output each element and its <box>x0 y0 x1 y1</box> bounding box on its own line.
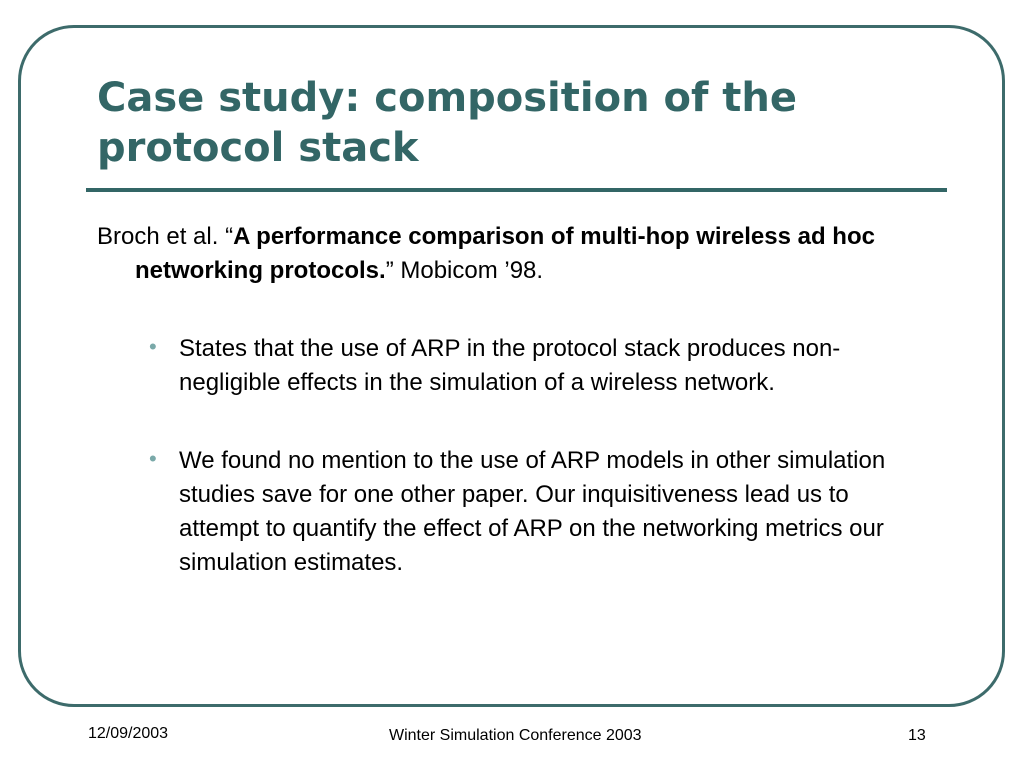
citation <box>97 220 975 288</box>
bullet-point-icon: • <box>149 334 157 359</box>
slide-title: Case study: composition of the protocol stack <box>97 75 797 171</box>
bullet-text: We found no mention to the use of ARP models in other simulation studies save for one other paper. Our inquisitiveness lead us to attempt to quantify the effect of ARP on the networking metrics our simulation estimates. <box>179 447 886 576</box>
bullet-item <box>148 444 928 580</box>
citation-prefix: Broch et al. “ <box>97 223 234 250</box>
bullet-list <box>148 332 928 624</box>
footer-conference: Winter Simulation Conference 2003 <box>389 727 642 744</box>
bullet-point-icon: • <box>149 446 157 471</box>
title-divider <box>86 188 947 192</box>
bullet-text: States that the use of ARP in the protocol stack produces non-negligible effects in the simulation of a wireless network. <box>179 335 841 396</box>
citation-suffix: ” Mobicom ’98. <box>385 257 544 284</box>
footer-date: 12/09/2003 <box>88 725 169 742</box>
footer-page-number: 13 <box>908 727 926 744</box>
bullet-item <box>148 332 928 400</box>
citation-paper-title: A performance comparison of multi-hop wireless ad hoc networking protocols. <box>135 223 875 284</box>
